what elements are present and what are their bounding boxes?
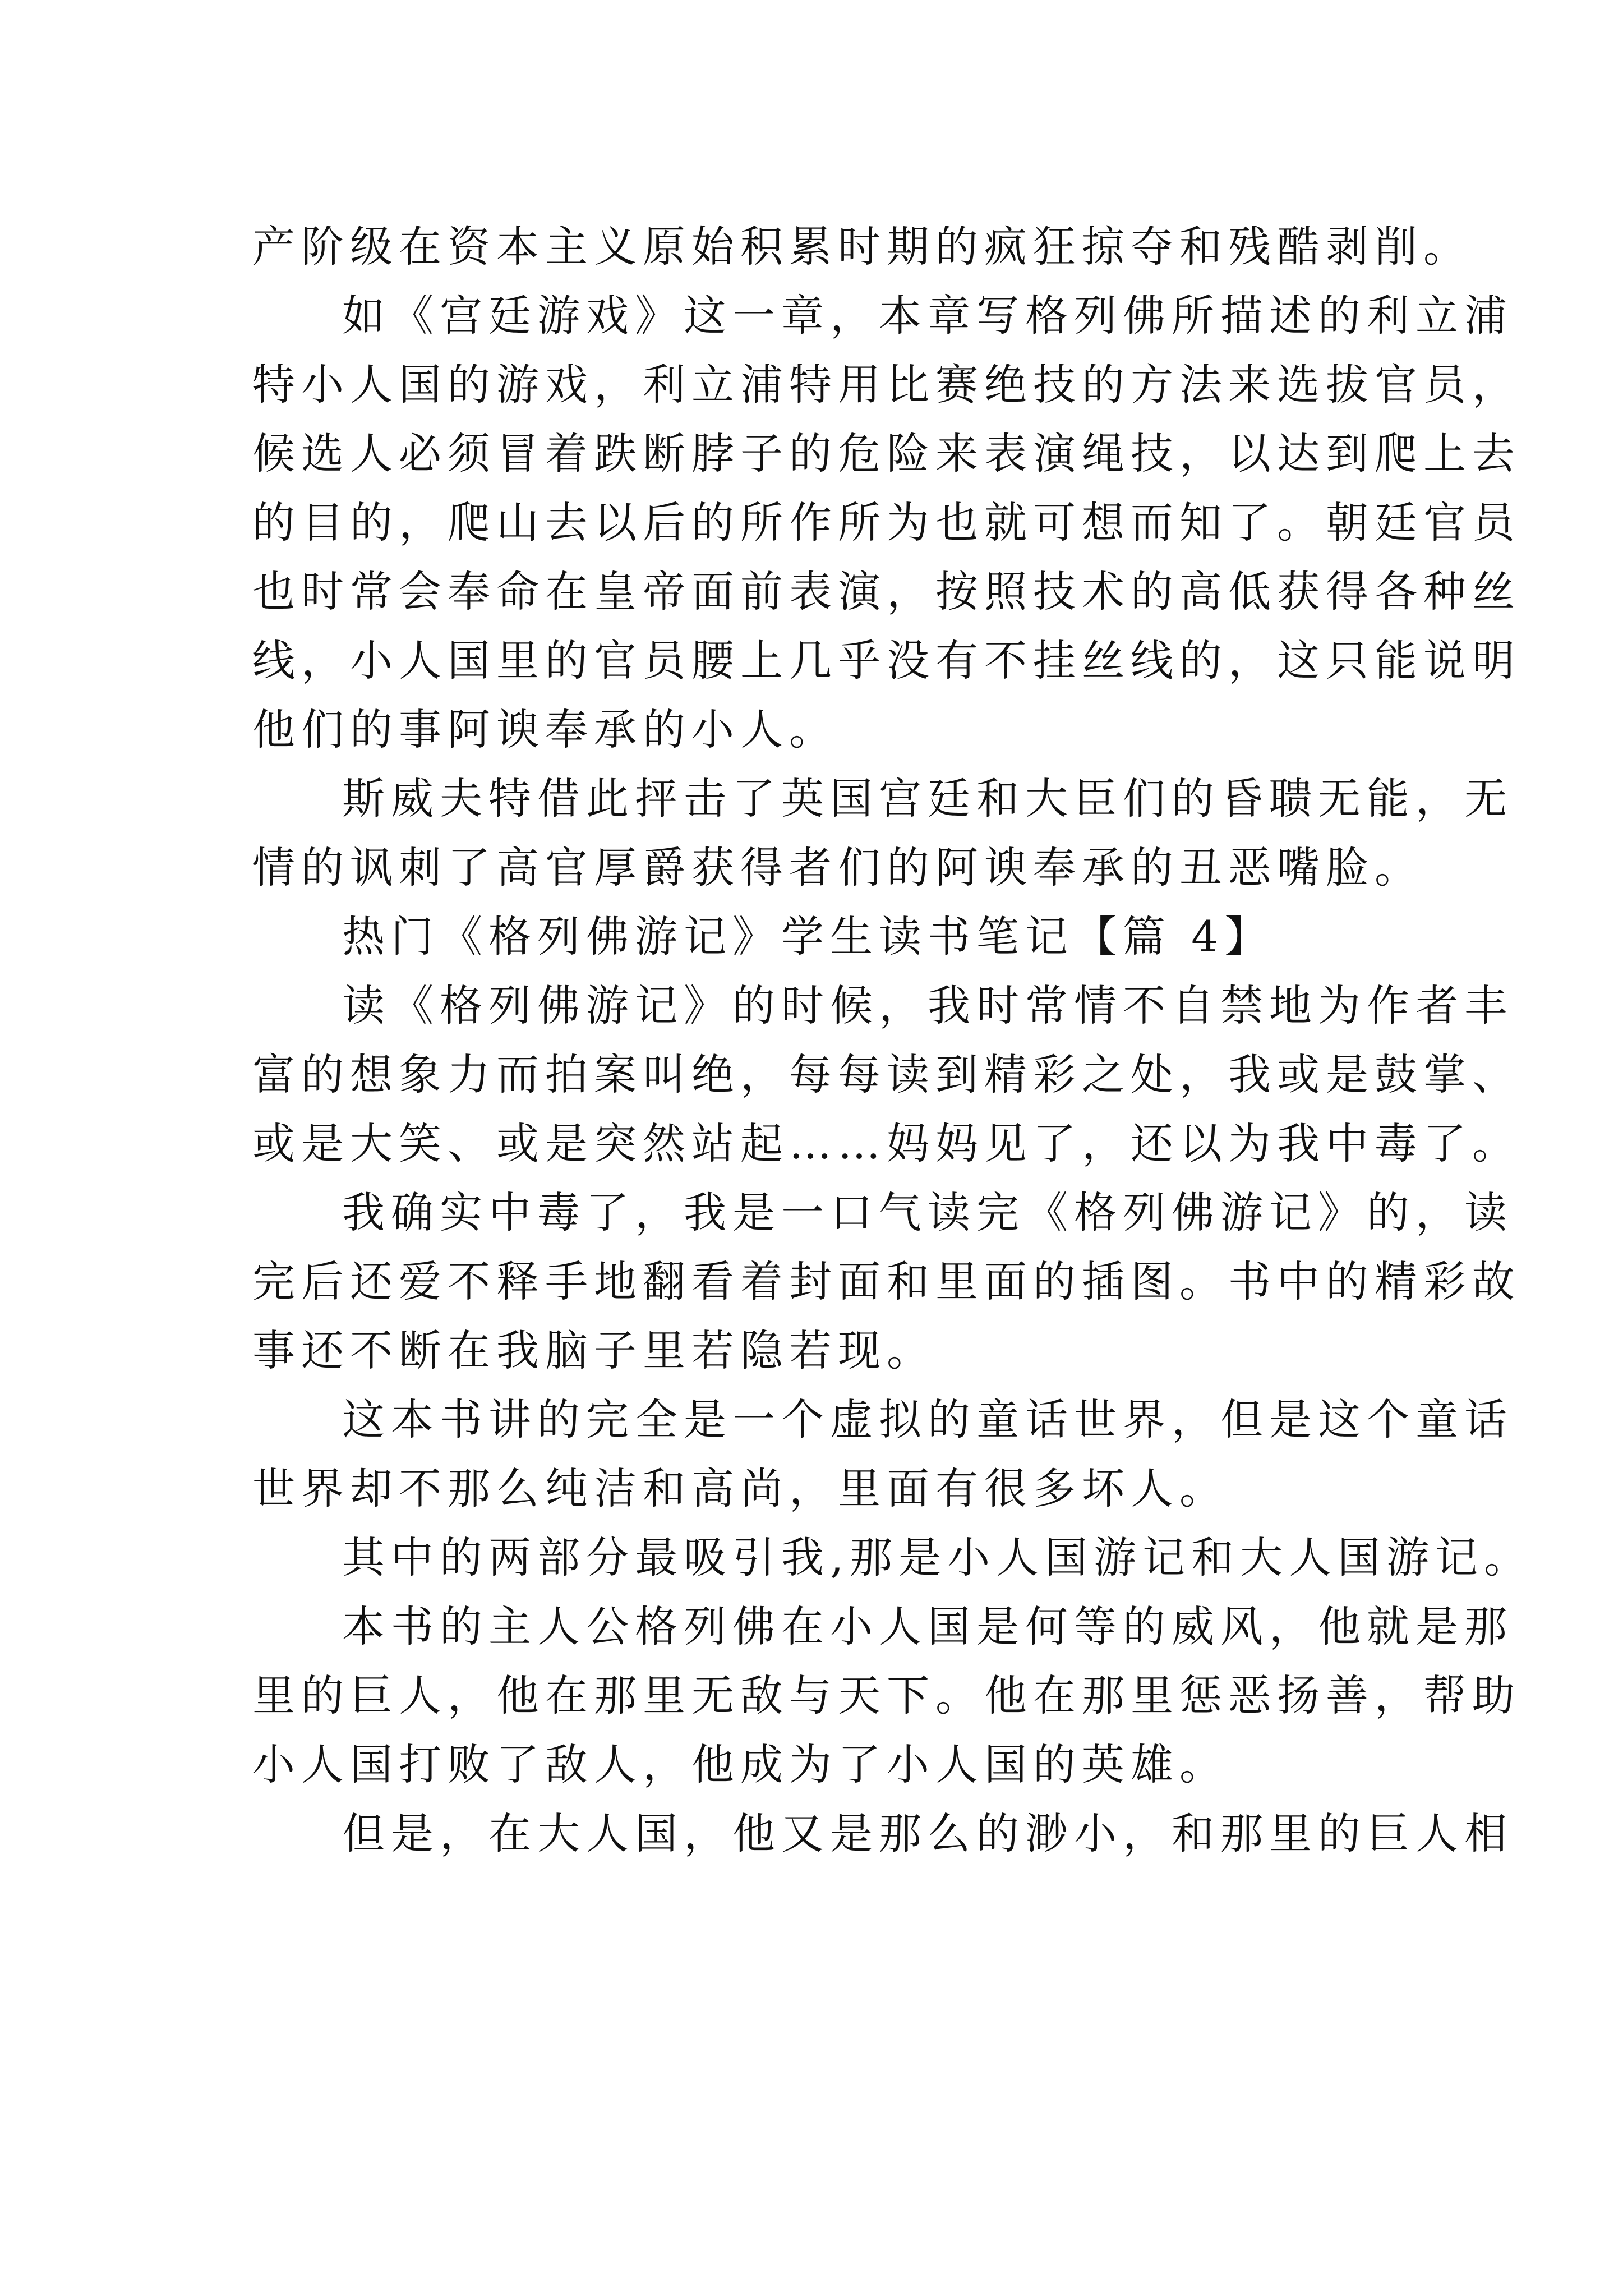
- text-line: 也时常会奉命在皇帝面前表演，按照技术的高低获得各种丝: [252, 567, 1521, 616]
- paragraph-5: [252, 1178, 1521, 1385]
- text-line: 里的巨人，他在那里无敌与天下。他在那里惩恶扬善，帮助: [252, 1671, 1521, 1720]
- text-line: 产阶级在资本主义原始积累时期的疯狂掠夺和残酷剥削。: [252, 222, 1472, 272]
- paragraph-9: [252, 1799, 1513, 1868]
- text-line: 其中的两部分最吸引我,那是小人国游记和大人国游记。: [342, 1533, 1533, 1582]
- text-line: 富的想象力而拍案叫绝，每每读到精彩之处，我或是鼓掌、: [252, 1050, 1521, 1099]
- text-line: 如《宫廷游戏》这一章，本章写格列佛所描述的利立浦: [342, 291, 1513, 341]
- text-line: 线，小人国里的官员腰上几乎没有不挂丝线的，这只能说明: [252, 636, 1521, 685]
- text-line: 或是大笑、或是突然站起……妈妈见了，还以为我中毒了。: [252, 1119, 1521, 1168]
- text-line: 斯威夫特借此抨击了英国宫廷和大臣们的昏聩无能，无: [342, 774, 1513, 823]
- paragraph-4: [252, 971, 1521, 1178]
- document-body: [252, 212, 1533, 1868]
- text-line: 本书的主人公格列佛在小人国是何等的威风，他就是那: [342, 1602, 1513, 1651]
- text-line: 他们的事阿谀奉承的小人。: [252, 705, 838, 754]
- paragraph-3: [252, 764, 1513, 902]
- text-line: 特小人国的游戏，利立浦特用比赛绝技的方法来选拔官员，: [252, 360, 1521, 409]
- paragraph-1: [252, 212, 1472, 281]
- section-heading: [252, 902, 1419, 971]
- paragraph-6: [252, 1385, 1513, 1523]
- paragraph-2: [252, 281, 1521, 764]
- text-line: 候选人必须冒着跌断脖子的危险来表演绳技，以达到爬上去: [252, 429, 1521, 478]
- text-line: 世界却不那么纯洁和高尚，里面有很多坏人。: [252, 1464, 1228, 1513]
- text-line: 这本书讲的完全是一个虚拟的童话世界，但是这个童话: [342, 1395, 1513, 1444]
- paragraph-7: [252, 1523, 1533, 1592]
- text-line: 小人国打败了敌人，他成为了小人国的英雄。: [252, 1740, 1228, 1789]
- text-line: 的目的，爬山去以后的所作所为也就可想而知了。朝廷官员: [252, 498, 1521, 547]
- paragraph-8: [252, 1592, 1521, 1799]
- text-line: 我确实中毒了，我是一口气读完《格列佛游记》的，读: [342, 1188, 1513, 1237]
- text-line: 完后还爱不释手地翻看着封面和里面的插图。书中的精彩故: [252, 1257, 1521, 1306]
- section-heading-text: 热门《格列佛游记》学生读书笔记【篇 4】: [342, 912, 1274, 961]
- text-line: 读《格列佛游记》的时候，我时常情不自禁地为作者丰: [342, 981, 1513, 1030]
- text-line: 事还不断在我脑子里若隐若现。: [252, 1326, 935, 1375]
- text-line: 情的讽刺了高官厚爵获得者们的阿谀奉承的丑恶嘴脸。: [252, 843, 1423, 892]
- text-line: 但是，在大人国，他又是那么的渺小，和那里的巨人相: [342, 1809, 1513, 1858]
